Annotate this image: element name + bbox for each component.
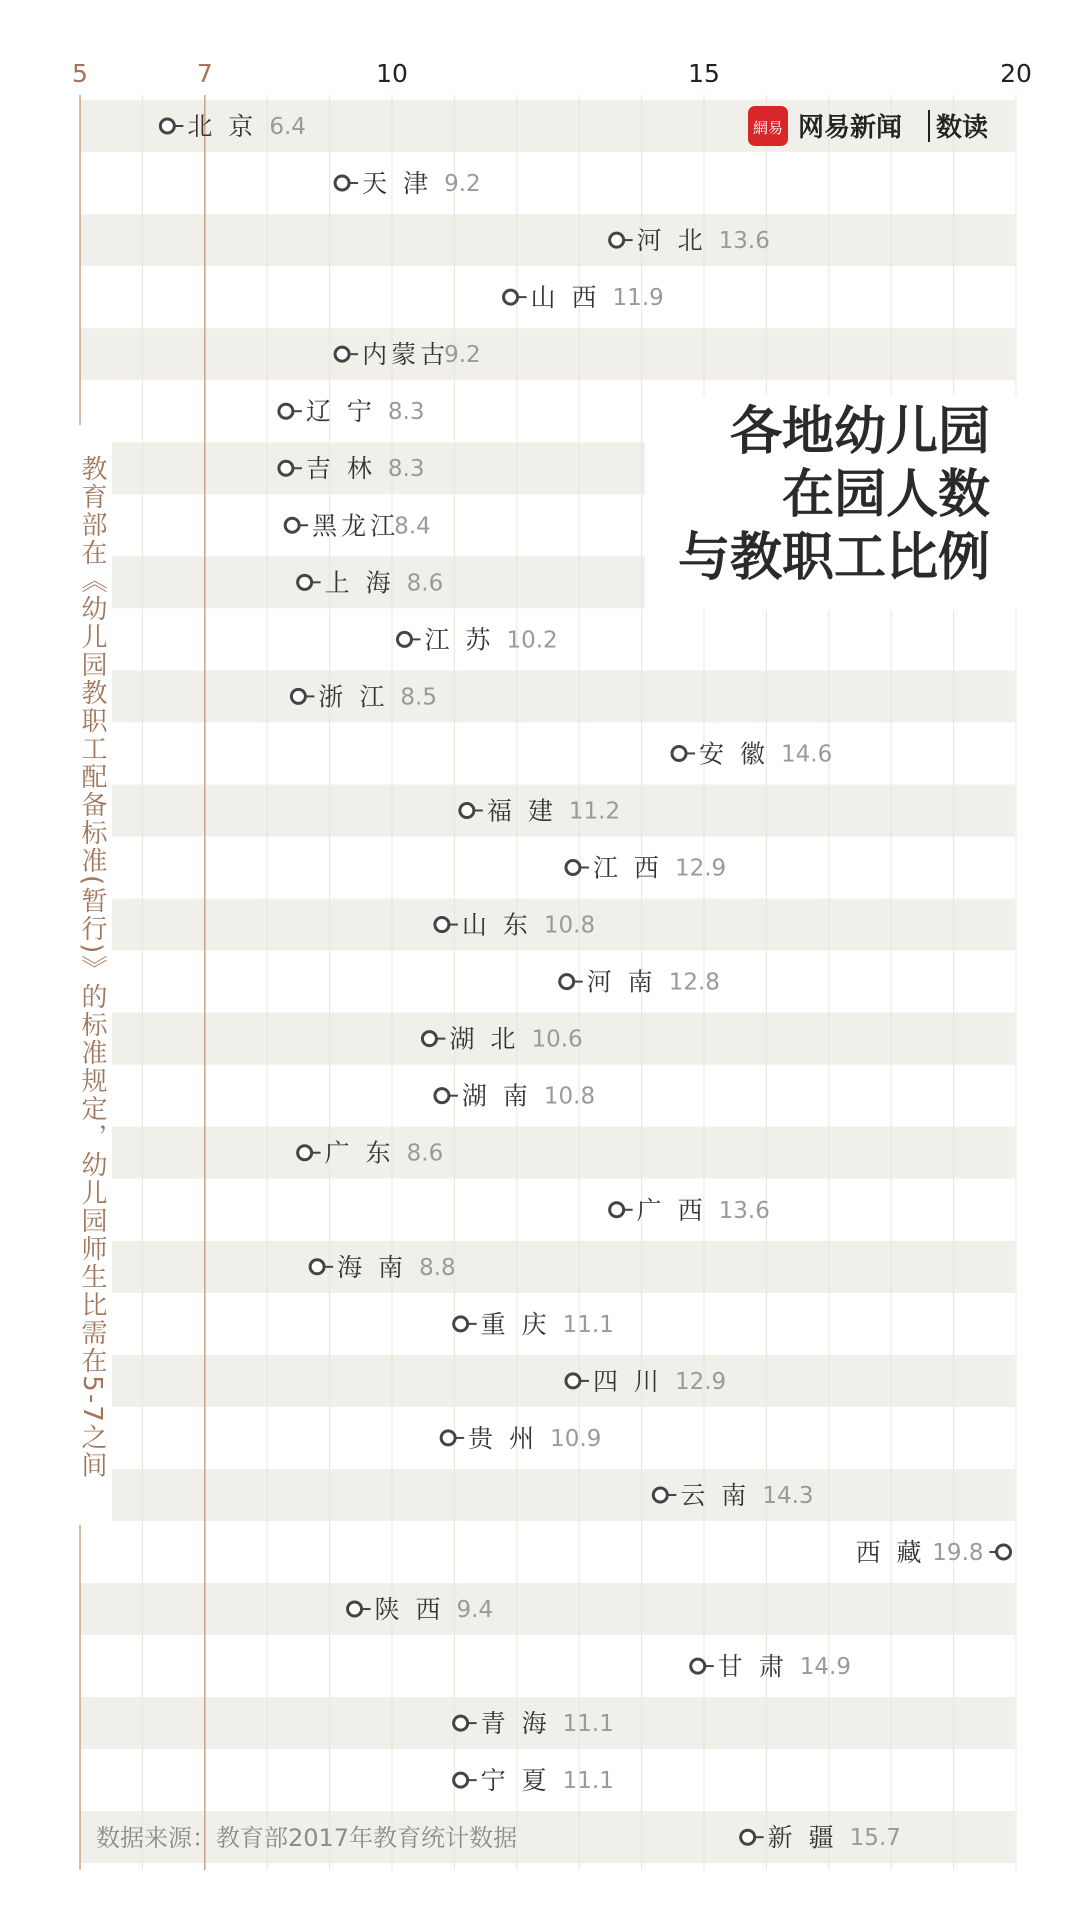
x-tick-label: 20 — [1000, 59, 1032, 88]
province-label: 贵 州 — [468, 1423, 539, 1453]
row-band — [80, 214, 1015, 266]
value-label: 12.8 — [668, 969, 720, 996]
title-line-2: 在园人数 — [781, 465, 990, 525]
province-label: 西 藏 — [855, 1538, 926, 1567]
province-label: 上 海 — [324, 568, 395, 598]
row-band — [80, 1583, 1015, 1635]
value-label: 9.2 — [444, 171, 481, 198]
province-label: 海 南 — [337, 1252, 408, 1282]
data-point — [454, 1716, 468, 1730]
data-point — [435, 1089, 449, 1103]
province-label: 云 南 — [680, 1480, 751, 1510]
value-label: 8.6 — [406, 570, 444, 597]
value-label: 8.3 — [387, 456, 425, 483]
data-point — [997, 1545, 1011, 1559]
standard-note: 教育部在《幼儿园教职工配备标准(暂行)》的标准规定，幼儿园师生比需在5-7之间 — [77, 455, 107, 1480]
data-point — [279, 404, 293, 418]
brand-name: 网易新闻 — [798, 113, 903, 143]
logo-text: 網易 — [752, 119, 784, 137]
value-label: 11.1 — [562, 1768, 614, 1795]
value-label: 14.9 — [799, 1654, 851, 1681]
row-band — [80, 1469, 1015, 1521]
value-label: 10.6 — [531, 1026, 583, 1053]
province-label: 广 东 — [324, 1138, 395, 1168]
value-label: 10.8 — [543, 912, 596, 939]
row-band — [80, 670, 1015, 722]
value-label: 8.4 — [394, 513, 431, 540]
data-point — [454, 1773, 468, 1787]
province-label: 新 疆 — [767, 1823, 838, 1853]
row-band — [80, 1127, 1015, 1179]
province-label: 广 西 — [636, 1195, 707, 1225]
province-label: 山 西 — [530, 283, 601, 313]
province-label: 安 徽 — [699, 739, 769, 769]
value-label: 11.1 — [562, 1311, 614, 1338]
value-label: 14.3 — [762, 1482, 814, 1509]
province-label: 湖 南 — [461, 1081, 532, 1111]
data-point — [335, 176, 349, 190]
value-label: 10.8 — [543, 1083, 596, 1110]
data-point — [560, 975, 574, 989]
province-label: 浙 江 — [318, 682, 389, 712]
data-point — [348, 1602, 362, 1616]
value-label: 9.4 — [456, 1597, 494, 1624]
value-label: 6.4 — [269, 114, 306, 140]
province-label: 山 东 — [461, 910, 532, 940]
data-point — [441, 1431, 455, 1445]
data-point — [610, 233, 624, 247]
x-tick-label: 15 — [688, 59, 720, 88]
data-point — [298, 1146, 312, 1160]
data-point — [460, 803, 474, 817]
data-point — [504, 290, 518, 304]
province-label: 陕 西 — [374, 1595, 445, 1625]
province-label: 青 海 — [480, 1709, 551, 1739]
data-point — [160, 119, 174, 133]
province-label: 宁 夏 — [480, 1766, 551, 1796]
province-label: 辽 宁 — [305, 397, 376, 427]
province-label: 重 庆 — [480, 1309, 551, 1339]
data-point — [566, 1374, 580, 1388]
province-label: 福 建 — [486, 796, 557, 826]
data-point — [335, 347, 349, 361]
brand-sub: 数读 — [936, 113, 989, 143]
data-point — [741, 1830, 755, 1844]
province-label: 河 南 — [586, 967, 657, 997]
data-point — [422, 1032, 436, 1046]
x-axis-ticks — [72, 59, 1032, 88]
value-label: 12.9 — [674, 1368, 727, 1395]
value-label: 12.9 — [674, 855, 727, 882]
value-label: 8.6 — [406, 1140, 444, 1167]
province-label: 江 苏 — [424, 625, 495, 655]
province-label: 吉 林 — [305, 454, 376, 484]
province-label: 北 京 — [187, 112, 258, 141]
data-point — [672, 746, 686, 760]
value-label: 19.8 — [932, 1540, 984, 1566]
value-label: 11.1 — [562, 1711, 614, 1738]
row-band — [80, 1355, 1015, 1407]
value-label: 10.2 — [506, 627, 558, 654]
data-point — [610, 1203, 624, 1217]
value-label: 10.9 — [550, 1425, 602, 1452]
data-source: 数据来源：教育部2017年教育统计数据 — [96, 1824, 518, 1852]
province-label: 内蒙古 — [362, 340, 450, 370]
province-label: 湖 北 — [449, 1024, 520, 1054]
province-label: 江 西 — [592, 853, 663, 883]
value-label: 8.8 — [419, 1254, 456, 1281]
x-tick-label: 7 — [196, 59, 213, 88]
value-label: 15.7 — [849, 1825, 901, 1852]
row-bands — [80, 100, 1015, 1863]
value-label: 9.2 — [444, 342, 481, 369]
province-label: 天 津 — [362, 169, 433, 199]
data-point — [298, 575, 312, 589]
value-label: 11.2 — [568, 798, 621, 825]
data-point — [653, 1488, 667, 1502]
x-tick-label: 5 — [72, 59, 88, 88]
value-label: 8.5 — [400, 684, 437, 711]
data-point — [291, 689, 305, 703]
data-point — [454, 1317, 468, 1331]
province-label: 河 北 — [636, 226, 707, 256]
province-label: 四 川 — [592, 1366, 663, 1396]
value-label: 8.3 — [387, 399, 425, 426]
data-point — [310, 1260, 324, 1274]
row-band — [80, 328, 1015, 380]
province-label: 黑龙江 — [312, 511, 400, 541]
data-point — [279, 461, 293, 475]
x-tick-label: 10 — [376, 59, 408, 88]
value-label: 13.6 — [718, 228, 770, 255]
data-point — [285, 518, 299, 532]
value-label: 13.6 — [718, 1197, 770, 1224]
data-point — [566, 861, 580, 875]
data-point — [435, 918, 449, 932]
province-label: 甘 肃 — [717, 1652, 788, 1682]
data-point — [397, 632, 411, 646]
row-band — [80, 1241, 1015, 1293]
value-label: 14.6 — [781, 741, 833, 768]
data-point — [691, 1659, 705, 1673]
value-label: 11.9 — [612, 285, 664, 312]
title-line-3: 与教职工比例 — [677, 528, 990, 588]
title-line-1: 各地幼儿园 — [729, 402, 990, 462]
